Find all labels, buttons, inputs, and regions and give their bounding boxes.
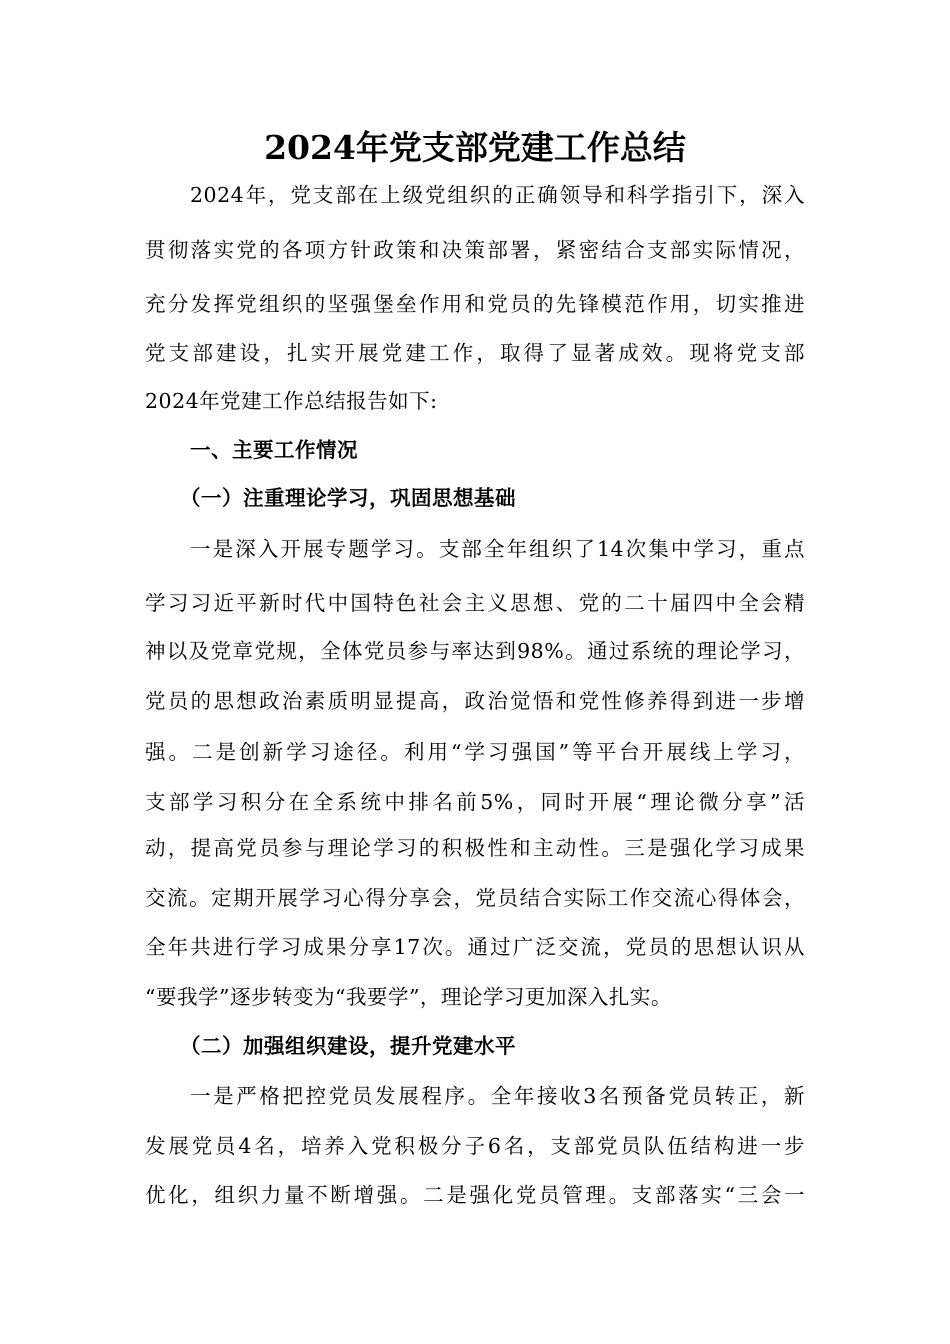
body-line: “要我学”逐步转变为“我要学”，理论学习更加深入扎实。 bbox=[145, 985, 672, 1009]
body-line: 支部学习积分在全系统中排名前5%，同时开展“理论微分享”活 bbox=[145, 790, 805, 814]
subsection-heading: （一）注重理论学习，巩固思想基础 bbox=[180, 486, 516, 510]
section-heading: 一、主要工作情况 bbox=[190, 438, 358, 462]
body-line: 交流。定期开展学习心得分享会，党员结合实际工作交流心得体会， bbox=[145, 886, 805, 910]
intro-line: 党支部建设，扎实开展党建工作，取得了显著成效。现将党支部 bbox=[145, 341, 805, 365]
body-line: 一是严格把控党员发展程序。全年接收3名预备党员转正，新 bbox=[190, 1084, 805, 1108]
body-line: 神以及党章党规，全体党员参与率达到98%。通过系统的理论学习， bbox=[145, 639, 805, 663]
body-line: 强。二是创新学习途径。利用“学习强国”等平台开展线上学习， bbox=[145, 740, 805, 764]
body-line: 发展党员4名，培养入党积极分子6名，支部党员队伍结构进一步 bbox=[145, 1134, 805, 1158]
intro-line: 贯彻落实党的各项方针政策和决策部署，紧密结合支部实际情况， bbox=[145, 238, 805, 262]
document-title: 2024年党支部党建工作总结 bbox=[264, 128, 686, 167]
body-line: 一是深入开展专题学习。支部全年组织了14次集中学习，重点 bbox=[190, 537, 805, 561]
body-line: 学习习近平新时代中国特色社会主义思想、党的二十届四中全会精 bbox=[145, 591, 805, 615]
subsection-heading: （二）加强组织建设，提升党建水平 bbox=[180, 1034, 516, 1058]
intro-line: 充分发挥党组织的坚强堡垒作用和党员的先锋模范作用，切实推进 bbox=[145, 292, 805, 316]
body-line: 全年共进行学习成果分享17次。通过广泛交流，党员的思想认识从 bbox=[145, 935, 805, 959]
body-line: 优化，组织力量不断增强。二是强化党员管理。支部落实“三会一 bbox=[145, 1183, 805, 1207]
body-line: 党员的思想政治素质明显提高，政治觉悟和党性修养得到进一步增 bbox=[145, 689, 805, 713]
intro-line: 2024年党建工作总结报告如下: bbox=[145, 389, 438, 413]
intro-line: 2024年，党支部在上级党组织的正确领导和科学指引下，深入 bbox=[190, 183, 805, 207]
body-line: 动，提高党员参与理论学习的积极性和主动性。三是强化学习成果 bbox=[145, 836, 805, 860]
